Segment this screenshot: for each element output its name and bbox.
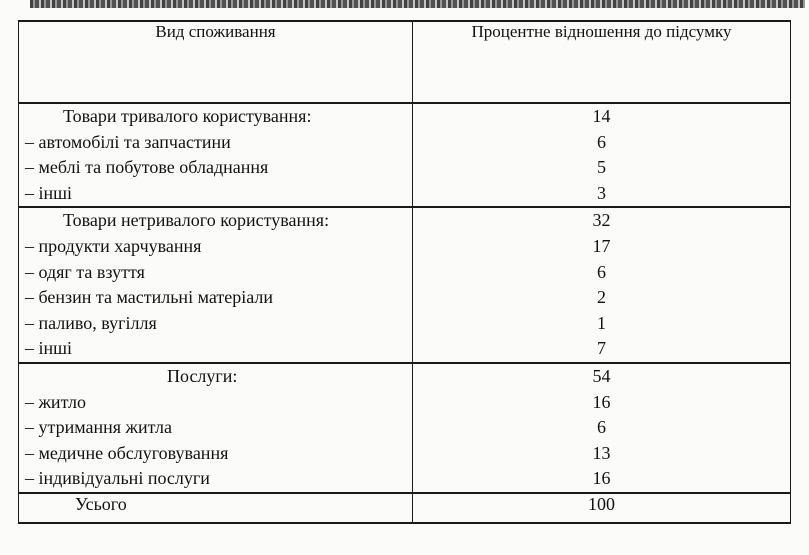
list-item: – бензин та мастильні матеріали [25, 287, 273, 308]
list-item: – паливо, вугілля [25, 312, 157, 333]
group-durable-goods [19, 103, 791, 207]
item-value: 16 [592, 391, 611, 412]
total-value: 100 [413, 493, 791, 523]
item-value: 3 [597, 182, 606, 203]
item-value: 6 [597, 261, 606, 282]
list-item: – меблі та побутове обладнання [25, 157, 269, 178]
header-percentage-label: Процентне відношення до підсумку [471, 22, 732, 41]
group-title: Товари тривалого користування: [63, 106, 312, 126]
item-value: 16 [592, 468, 611, 489]
item-value: 6 [597, 131, 606, 152]
group-services [19, 363, 791, 493]
group-durable-goods-values [413, 103, 791, 207]
total-label: Усього [19, 493, 413, 523]
group-total-value: 32 [592, 210, 611, 231]
list-item: – житло [25, 391, 86, 412]
list-item: – індивідуальні послуги [25, 468, 210, 489]
group-total-value: 54 [592, 365, 611, 386]
group-nondurable-goods-values [413, 207, 791, 363]
group-services-values [413, 363, 791, 493]
list-item: – одяг та взуття [25, 261, 145, 282]
list-item: – інші [25, 182, 72, 203]
group-nondurable-goods [19, 207, 791, 363]
list-item: – продукти харчування [25, 235, 202, 256]
group-title: Товари нетривалого користування: [63, 210, 330, 231]
group-services-labels [19, 363, 413, 493]
list-item: – медичне обслуговування [25, 442, 229, 463]
group-durable-goods-labels [19, 103, 413, 207]
item-value: 7 [597, 338, 606, 359]
group-title: Послуги: [167, 365, 238, 386]
group-nondurable-goods-labels [19, 207, 413, 363]
item-value: 1 [597, 312, 606, 333]
item-value: 2 [597, 287, 606, 308]
header-consumption-type-label: Вид споживання [155, 22, 276, 41]
list-item: – інші [25, 338, 72, 359]
consumption-structure-table [18, 20, 791, 524]
header-percentage [413, 21, 791, 103]
item-value: 13 [592, 442, 611, 463]
item-value: 17 [592, 235, 611, 256]
scan-edge-artifact [30, 0, 805, 8]
header-consumption-type [19, 21, 413, 103]
list-item: – утримання житла [25, 417, 172, 438]
table-header-row [19, 21, 791, 103]
table-total-row [19, 493, 791, 523]
list-item: – автомобілі та запчастини [25, 131, 231, 152]
item-value: 6 [597, 417, 606, 438]
group-total-value: 14 [592, 106, 611, 126]
item-value: 5 [597, 157, 606, 178]
